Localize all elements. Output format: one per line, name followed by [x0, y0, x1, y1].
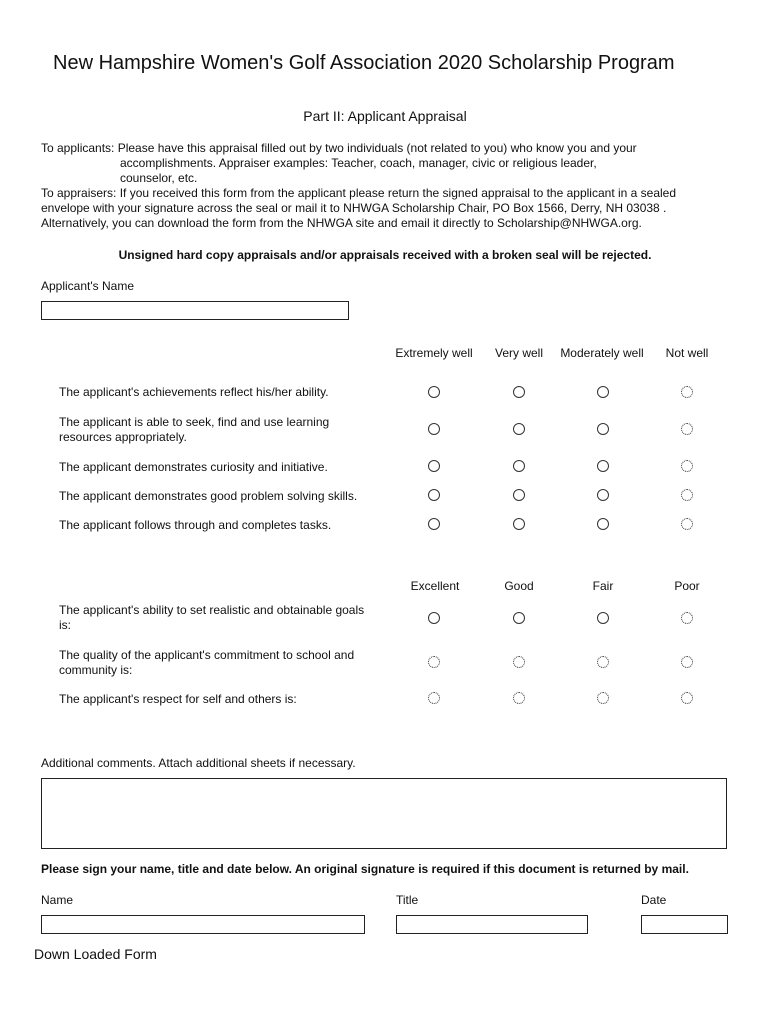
- page-subtitle: Part II: Applicant Appraisal: [303, 108, 467, 124]
- radio-goals-fair[interactable]: [597, 612, 609, 624]
- column-header-extremely-well: Extremely well: [395, 346, 473, 360]
- radio-problem-solving-extremely-well[interactable]: [428, 489, 440, 501]
- column-header-poor: Poor: [674, 579, 700, 593]
- radio-commitment-excellent[interactable]: [428, 656, 440, 668]
- column-header-fair: Fair: [592, 579, 614, 593]
- radio-learning-extremely-well[interactable]: [428, 423, 440, 435]
- intro-line: To appraisers: If you received this form from the applicant please return the signed appraisal to the applicant in a sealed: [41, 186, 677, 200]
- radio-respect-excellent[interactable]: [428, 692, 440, 704]
- radio-achievements-extremely-well[interactable]: [428, 386, 440, 398]
- radio-goals-good[interactable]: [513, 612, 525, 624]
- date-input[interactable]: [641, 915, 728, 934]
- question-goals: The applicant's ability to set realistic and obtainable goals is:: [59, 603, 365, 632]
- question-problem-solving: The applicant demonstrates good problem solving skills.: [59, 489, 358, 503]
- page-title: New Hampshire Women's Golf Association 2020 Scholarship Program: [53, 52, 675, 74]
- column-header-not-well: Not well: [665, 346, 709, 360]
- radio-achievements-very-well[interactable]: [513, 386, 525, 398]
- radio-problem-solving-very-well[interactable]: [513, 489, 525, 501]
- applicant-name-input[interactable]: [41, 301, 349, 320]
- date-label: Date: [641, 893, 667, 907]
- radio-achievements-not-well[interactable]: [681, 386, 693, 398]
- column-header-moderately-well: Moderately well: [560, 346, 644, 360]
- title-input[interactable]: [396, 915, 588, 934]
- question-curiosity: The applicant demonstrates curiosity and initiative.: [59, 460, 328, 474]
- radio-respect-poor[interactable]: [681, 692, 693, 704]
- question-learning-resources: The applicant is able to seek, find and use learning resources appropriately.: [59, 415, 330, 444]
- question-achievements: The applicant's achievements reflect his/her ability.: [59, 385, 329, 399]
- radio-goals-excellent[interactable]: [428, 612, 440, 624]
- footer-text: Down Loaded Form: [34, 946, 157, 962]
- question-follow-through: The applicant follows through and completes tasks.: [59, 518, 332, 532]
- radio-curiosity-very-well[interactable]: [513, 460, 525, 472]
- name-label: Name: [41, 893, 74, 907]
- radio-problem-solving-moderately-well[interactable]: [597, 489, 609, 501]
- column-header-excellent: Excellent: [410, 579, 460, 593]
- applicant-name-label: Applicant's Name: [41, 279, 134, 293]
- title-label: Title: [396, 893, 419, 907]
- radio-problem-solving-not-well[interactable]: [681, 489, 693, 501]
- question-commitment: The quality of the applicant's commitment to school and community is:: [59, 648, 355, 677]
- intro-line: To applicants: Please have this appraisal filled out by two individuals (not related to you) who know you and your: [41, 141, 637, 155]
- signature-instruction: Please sign your name, title and date below. An original signature is required if this document is returned by mail.: [41, 862, 689, 876]
- radio-learning-moderately-well[interactable]: [597, 423, 609, 435]
- column-header-very-well: Very well: [494, 346, 544, 360]
- radio-commitment-fair[interactable]: [597, 656, 609, 668]
- radio-follow-through-extremely-well[interactable]: [428, 518, 440, 530]
- radio-follow-through-not-well[interactable]: [681, 518, 693, 530]
- radio-commitment-good[interactable]: [513, 656, 525, 668]
- comments-textarea[interactable]: [41, 778, 727, 849]
- column-header-good: Good: [504, 579, 534, 593]
- radio-follow-through-moderately-well[interactable]: [597, 518, 609, 530]
- radio-commitment-poor[interactable]: [681, 656, 693, 668]
- intro-line: accomplishments. Appraiser examples: Teacher, coach, manager, civic or religious leader,: [120, 156, 597, 170]
- name-input[interactable]: [41, 915, 365, 934]
- radio-goals-poor[interactable]: [681, 612, 693, 624]
- radio-respect-good[interactable]: [513, 692, 525, 704]
- radio-curiosity-extremely-well[interactable]: [428, 460, 440, 472]
- comments-label: Additional comments. Attach additional sheets if necessary.: [41, 756, 356, 770]
- radio-respect-fair[interactable]: [597, 692, 609, 704]
- rejection-warning: Unsigned hard copy appraisals and/or appraisals received with a broken seal will be rejected.: [118, 248, 652, 262]
- intro-line: counselor, etc.: [120, 171, 198, 185]
- radio-achievements-moderately-well[interactable]: [597, 386, 609, 398]
- radio-curiosity-not-well[interactable]: [681, 460, 693, 472]
- question-respect: The applicant's respect for self and others is:: [59, 692, 297, 706]
- intro-line: envelope with your signature across the seal or mail it to NHWGA Scholarship Chair, PO Box 1566, Derry, NH 03038 .: [41, 201, 667, 215]
- radio-curiosity-moderately-well[interactable]: [597, 460, 609, 472]
- radio-follow-through-very-well[interactable]: [513, 518, 525, 530]
- radio-learning-very-well[interactable]: [513, 423, 525, 435]
- radio-learning-not-well[interactable]: [681, 423, 693, 435]
- intro-line: Alternatively, you can download the form from the NHWGA site and email it directly to Scholarship@NHWGA.org.: [41, 216, 642, 230]
